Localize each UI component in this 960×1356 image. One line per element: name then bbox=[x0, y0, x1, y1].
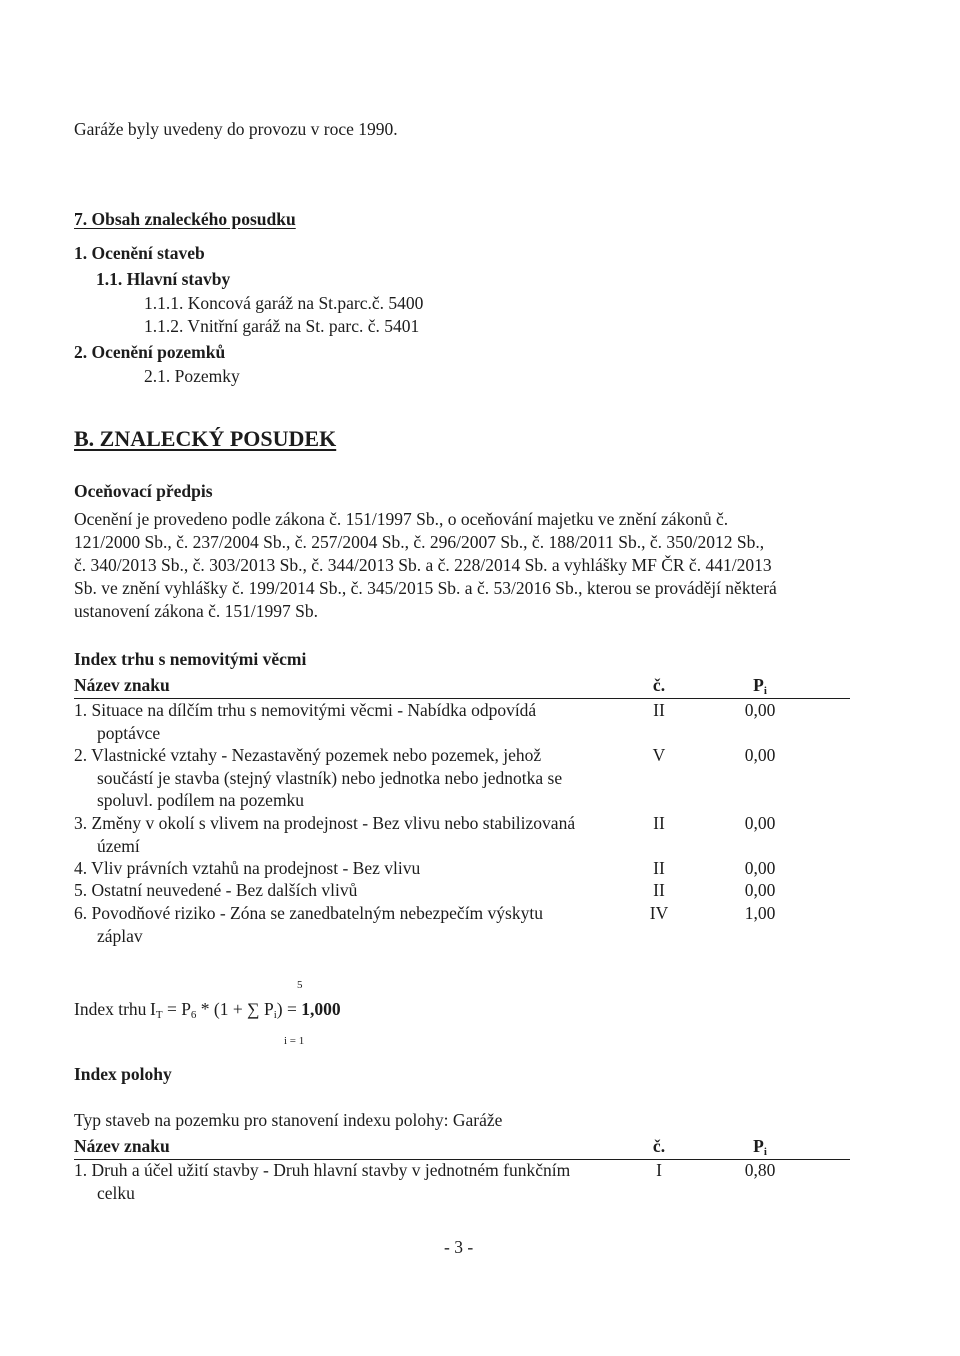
regulation-line-2: 121/2000 Sb., č. 237/2004 Sb., č. 257/2004 Sb., č. 296/2007 Sb., č. 188/2011 Sb., č. 350/2012 Sb., bbox=[74, 532, 765, 552]
sum-lower-limit: i = 1 bbox=[284, 1035, 305, 1047]
location-type-line: Typ staveb na pozemku pro stanovení indexu polohy: Garáže bbox=[74, 1110, 503, 1130]
market-index-result: 1,000 bbox=[301, 999, 341, 1019]
formula-label: Index trhu bbox=[74, 999, 147, 1019]
intro-text: Garáže byly uvedeny do provozu v roce 1990. bbox=[74, 119, 398, 139]
contents-item-1-1-1: 1.1.1. Koncová garáž na St.parc.č. 5400 bbox=[144, 293, 424, 313]
market-index-table-header bbox=[74, 674, 850, 699]
regulation-line-1: Ocenění je provedeno podle zákona č. 151/1997 Sb., o oceňování majetku ve znění zákonů č. bbox=[74, 509, 729, 529]
regulation-line-5: ustanovení zákona č. 151/1997 Sb. bbox=[74, 601, 318, 621]
col-name-header: Název znaku bbox=[74, 675, 170, 695]
col-name-header: Název znaku bbox=[74, 1136, 170, 1156]
contents-item-1: 1. Ocenění staveb bbox=[74, 243, 205, 263]
location-index-heading: Index polohy bbox=[74, 1064, 172, 1084]
col-num-header: č. bbox=[652, 675, 666, 695]
market-index-heading: Index trhu s nemovitými věcmi bbox=[74, 649, 307, 669]
regulation-heading: Oceňovací předpis bbox=[74, 481, 213, 501]
regulation-line-4: Sb. ve znění vyhlášky č. 199/2014 Sb., č. 345/2015 Sb. a č. 53/2016 Sb., kterou se provádějí některá bbox=[74, 578, 777, 598]
sigma-icon: ∑ bbox=[247, 999, 260, 1019]
regulation-line-3: č. 340/2013 Sb., č. 303/2013 Sb., č. 344/2013 Sb. a č. 228/2014 Sb. a vyhlášky MF ČR č. 441/2013 bbox=[74, 555, 772, 575]
contents-item-2-1: 2.1. Pozemky bbox=[144, 366, 240, 386]
col-num-header: č. bbox=[652, 1136, 666, 1156]
page-number: - 3 - bbox=[444, 1237, 474, 1257]
location-index-table-header bbox=[74, 1135, 850, 1160]
section-b-title: B. ZNALECKÝ POSUDEK bbox=[74, 426, 337, 451]
contents-heading: 7. Obsah znaleckého posudku bbox=[74, 209, 296, 229]
contents-item-1-1-2: 1.1.2. Vnitřní garáž na St. parc. č. 5401 bbox=[144, 316, 420, 336]
col-p-header: $P_i$ bbox=[753, 1136, 767, 1158]
market-index-formula: $I_T = P_6 * (1$ + ∑ $P_i) = 1,000$ bbox=[150, 999, 341, 1021]
contents-item-1-1: 1.1. Hlavní stavby bbox=[96, 269, 231, 289]
col-p-header: $P_i$ bbox=[753, 675, 767, 697]
contents-item-2: 2. Ocenění pozemků bbox=[74, 342, 226, 362]
sum-upper-limit: 5 bbox=[297, 979, 303, 991]
